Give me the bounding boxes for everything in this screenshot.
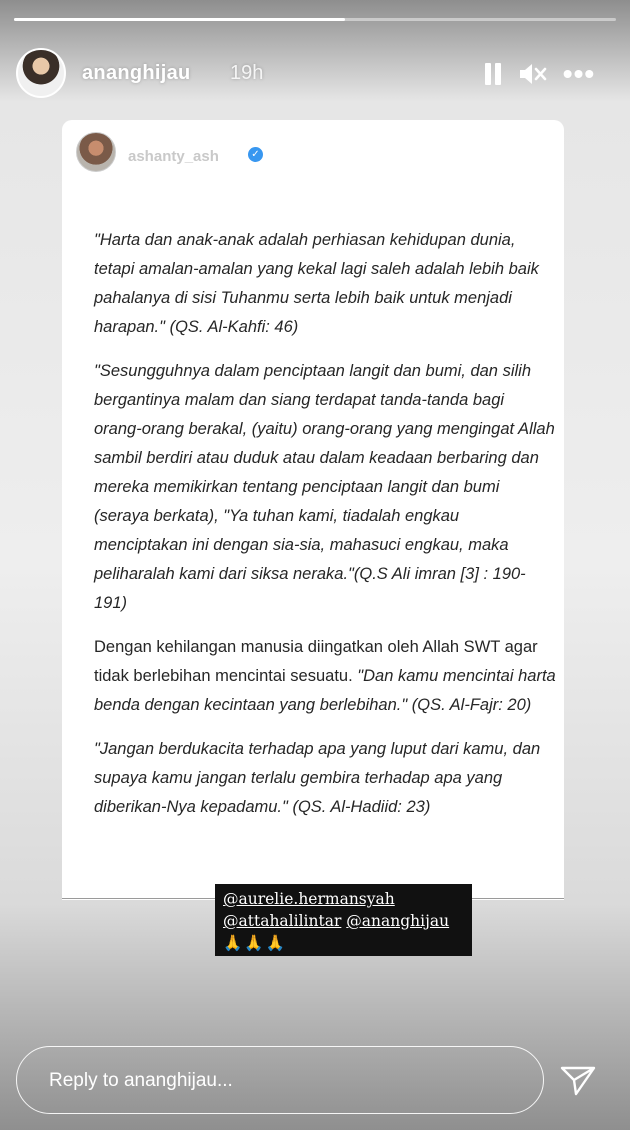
caption-paragraph-2: "Sesungguhnya dalam penciptaan langit dan bumi, dan silih bergantinya malam dan siang terdapat tanda-tanda bagi orang-orang berakal, (yaitu) orang-orang yang mengingat Allah sambil berdiri atau duduk atau dalam keadaan berbaring dan mereka memikirkan tentang penciptaan langit dan bumi (seraya berkata), "Ya tuhan kami, tiadalah engkau menciptakan ini dengan sia-sia, mahasuci engkau, maka peliharalah kami dari siksa neraka."(Q.S Ali imran [3] : 190-191) bbox=[94, 362, 555, 612]
caption-paragraph-3: Dengan kehilangan manusia diingatkan oleh Allah SWT agar tidak berlebihan mencintai sesuatu. "Dan kamu mencintai harta benda dengan kecintaan yang berlebihan." (QS. Al-Fajr: 20) bbox=[94, 638, 556, 714]
post-author-username: ashanty_ash bbox=[128, 148, 219, 165]
story-progress-bar bbox=[14, 18, 616, 21]
shared-post-card[interactable] bbox=[62, 120, 564, 900]
speaker-muted-icon[interactable] bbox=[518, 60, 548, 88]
send-icon[interactable] bbox=[558, 1060, 598, 1100]
mention-attahalilintar[interactable]: @attahalilintar bbox=[223, 912, 342, 930]
post-caption bbox=[94, 226, 556, 837]
caption-paragraph-1: "Harta dan anak-anak adalah perhiasan kehidupan dunia, tetapi amalan-amalan yang kekal lagi saleh adalah lebih baik pahalanya di sisi Tuhanmu serta lebih baik untuk menjadi harapan." (QS. Al-Kahfi: 46) bbox=[94, 231, 539, 336]
author-username[interactable]: ananghijau bbox=[82, 62, 191, 84]
praying-hands-emoji: 🙏🙏🙏 bbox=[223, 934, 287, 952]
more-options-icon[interactable]: ••• bbox=[562, 58, 596, 89]
mention-sticker[interactable] bbox=[215, 884, 472, 956]
verified-badge-icon: ✓ bbox=[248, 147, 263, 162]
post-author-avatar bbox=[76, 132, 116, 172]
story-header bbox=[16, 46, 614, 102]
story-timestamp: 19h bbox=[230, 62, 264, 84]
caption-paragraph-4: "Jangan berdukacita terhadap apa yang luput dari kamu, dan supaya kamu jangan terlalu gembira terhadap apa yang diberikan-Nya kepadamu." (QS. Al-Hadiid: 23) bbox=[94, 740, 541, 816]
mention-ananghijau[interactable]: @ananghijau bbox=[346, 912, 450, 930]
reply-input[interactable] bbox=[47, 1065, 521, 1097]
reply-box[interactable] bbox=[16, 1046, 544, 1114]
pause-icon[interactable] bbox=[482, 60, 504, 88]
author-avatar[interactable] bbox=[16, 48, 66, 98]
mention-aurelie[interactable]: @aurelie.hermansyah bbox=[223, 890, 395, 908]
progress-fill bbox=[14, 18, 345, 21]
